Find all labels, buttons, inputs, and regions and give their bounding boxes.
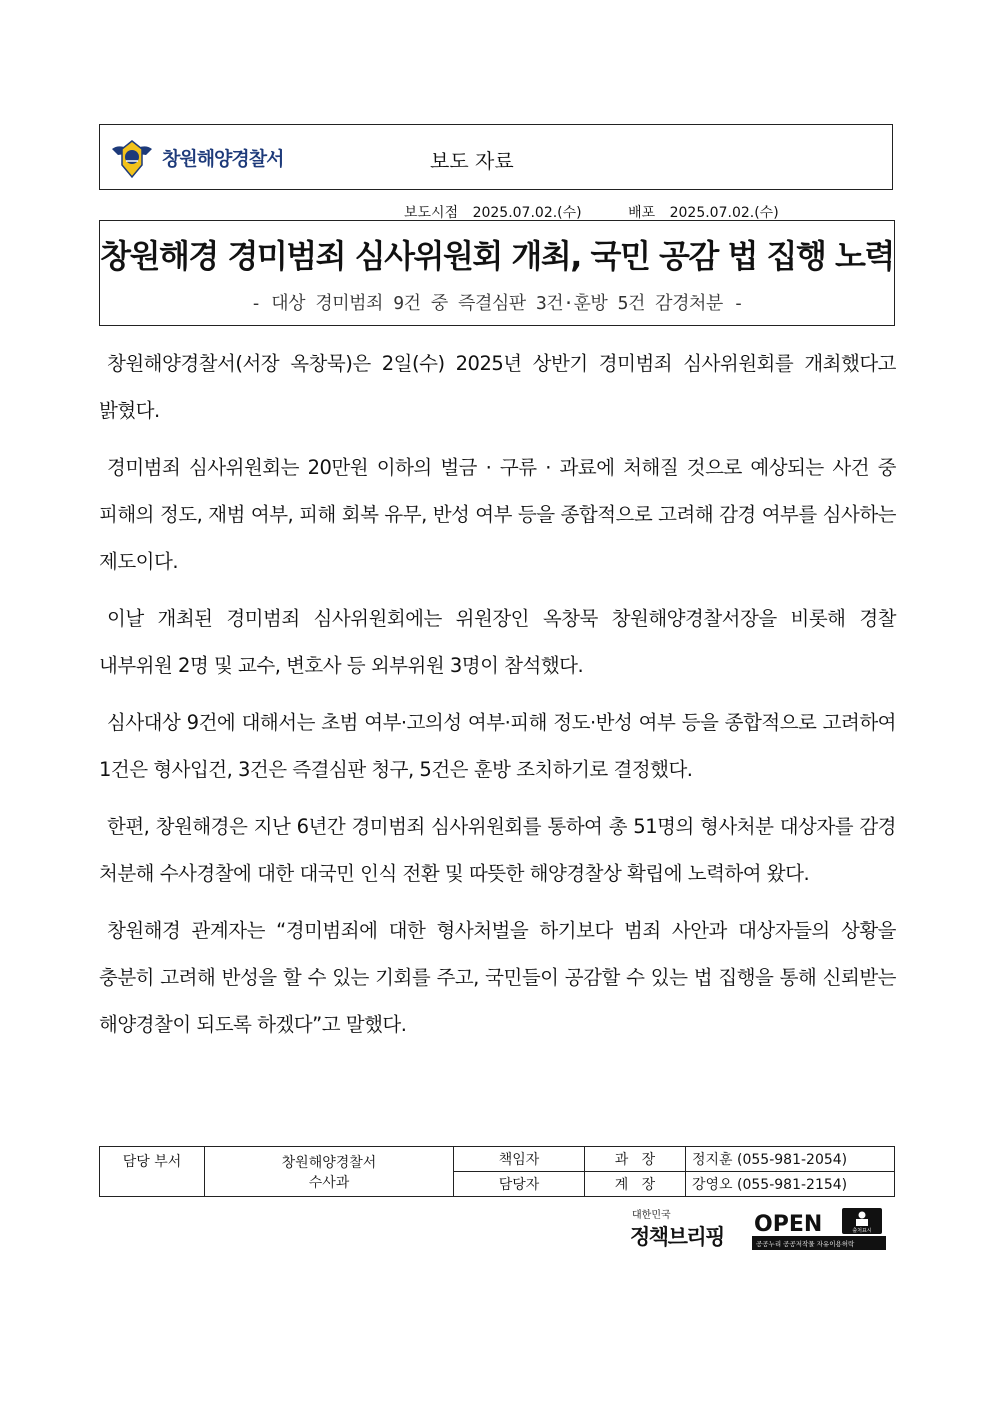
document-type: 보도 자료 xyxy=(430,149,514,173)
paragraph: 한편, 창원해경은 지난 6년간 경미범죄 심사위원회를 통하여 총 51명의 형사처분 대상자를 감경 처분해 수사경찰에 대한 대국민 인식 전환 및 따뜻한 해양경찰상 확립에 노력하여 왔다. xyxy=(99,815,896,885)
paragraph: 이날 개최된 경미범죄 심사위원회에는 위원장인 옥창묵 창원해양경찰서장을 비롯해 경찰 내부위원 2명 및 교수, 변호사 등 외부위원 3명이 참석했다. xyxy=(99,607,896,677)
dept-sub: 수사과 xyxy=(308,1174,350,1191)
briefing-top-text: 대한민국 xyxy=(632,1210,671,1221)
release-info xyxy=(404,202,789,222)
paragraph: 창원해양경찰서(서장 옥창묵)은 2일(수) 2025년 상반기 경미범죄 심사위원회를 개최했다고 밝혔다. xyxy=(99,352,896,422)
contact-title: 과 장 xyxy=(585,1147,686,1172)
open-sub-text: 공공누리 공공저작물 자유이용허락 xyxy=(756,1240,855,1248)
headline-title: 창원해경 경미범죄 심사위원회 개최, 국민 공감 법 집행 노력 xyxy=(100,237,894,275)
open-badge-text: 출처표시 xyxy=(852,1228,872,1234)
agency-name: 창원해양경찰서 xyxy=(162,147,284,170)
open-text: OPEN xyxy=(754,1212,823,1237)
contact-person: 강영오 (055-981-2154) xyxy=(686,1172,895,1197)
agency-logo xyxy=(110,135,283,179)
article-body xyxy=(99,340,896,1058)
contact-person: 정지훈 (055-981-2054) xyxy=(686,1147,895,1172)
paragraph: 창원해경 관계자는 “경미범죄에 대한 형사처벌을 하기보다 범죄 사안과 대상자들의 상황을 충분히 고려해 반성을 할 수 있는 기회를 주고, 국민들이 공감할 수 있는 법 집행을 통해 신뢰받는 해양경찰이 되도록 하겠다”고 말했다. xyxy=(99,919,896,1036)
dept-label: 담당 부서 xyxy=(100,1147,205,1197)
headline-subtitle: - 대상 경미범죄 9건 중 즉결심판 3건·훈방 5건 감경처분 - xyxy=(250,293,744,314)
table-row xyxy=(100,1147,895,1172)
footer-logos xyxy=(630,1206,886,1250)
policy-briefing-logo xyxy=(630,1206,738,1250)
distribution-date: 2025.07.02.(수) xyxy=(669,205,779,221)
headline-box xyxy=(99,220,895,326)
embargo-date: 2025.07.02.(수) xyxy=(472,205,582,221)
contact-table xyxy=(99,1146,895,1197)
coast-guard-emblem-icon xyxy=(110,135,154,179)
dept-name: 창원해양경찰서 xyxy=(281,1154,377,1171)
contact-role: 담당자 xyxy=(454,1172,585,1197)
contact-title: 계 장 xyxy=(585,1172,686,1197)
kogl-open-license-logo xyxy=(752,1206,886,1250)
contact-role: 책임자 xyxy=(454,1147,585,1172)
press-header xyxy=(99,124,893,190)
briefing-main-text: 정책브리핑 xyxy=(630,1225,724,1249)
paragraph: 경미범죄 심사위원회는 20만원 이하의 벌금 · 구류 · 과료에 처해질 것으로 예상되는 사건 중 피해의 정도, 재범 여부, 피해 회복 유무, 반성 여부 등을 종합적으로 고려해 감경 여부를 심사하는 제도이다. xyxy=(99,456,896,573)
embargo-label: 보도시점 xyxy=(404,205,459,221)
dept-cell xyxy=(205,1147,454,1197)
paragraph: 심사대상 9건에 대해서는 초범 여부·고의성 여부·피해 정도·반성 여부 등을 종합적으로 고려하여 1건은 형사입건, 3건은 즉결심판 청구, 5건은 훈방 조치하기로 결정했다. xyxy=(99,711,896,781)
distribution-label: 배포 xyxy=(628,205,656,221)
